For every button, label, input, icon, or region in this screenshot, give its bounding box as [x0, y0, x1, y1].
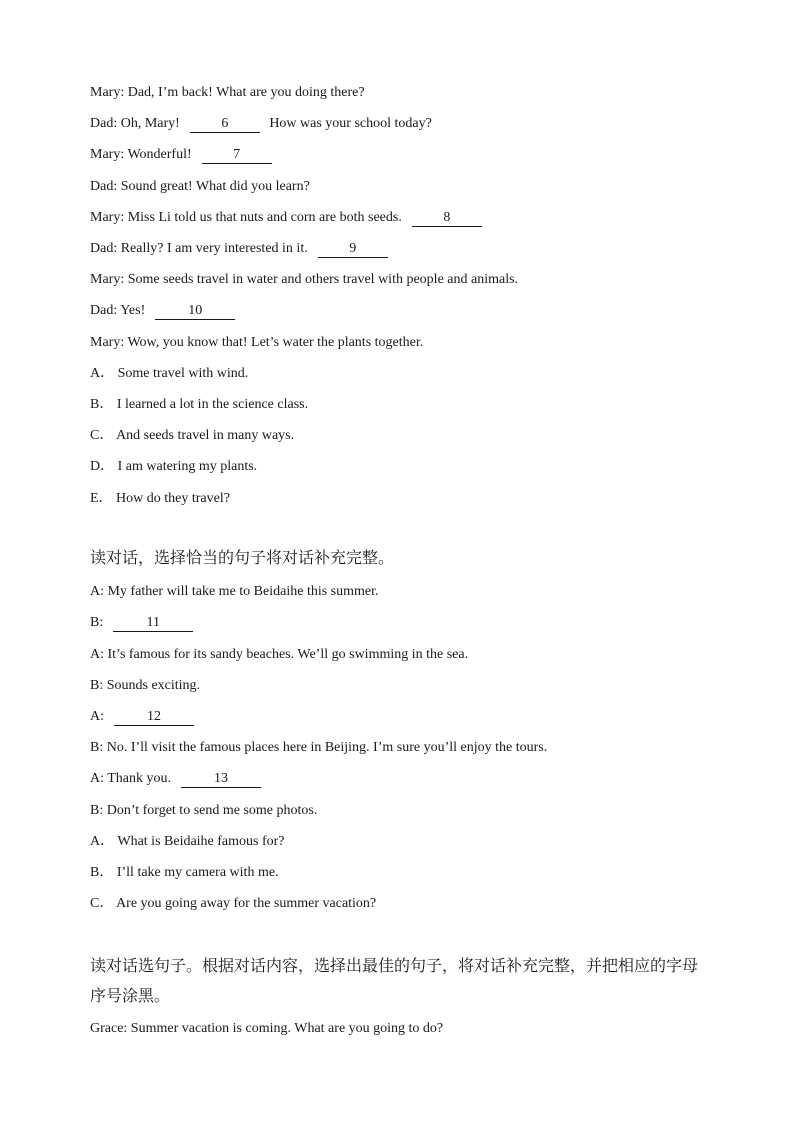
answer-blank[interactable]: 11: [113, 615, 193, 632]
dialogue-text: Dad: Oh, Mary!: [90, 116, 180, 131]
option-b[interactable]: B． I learned a lot in the science class.: [90, 397, 309, 412]
dialogue-line: [90, 115, 432, 133]
dialogue-text: Mary: Wow, you know that! Let’s water the plants together.: [90, 335, 424, 350]
dialogue-text: A: My father will take me to Beidaihe this summer.: [90, 584, 379, 599]
dialogue-text: Mary: Wonderful!: [90, 147, 192, 162]
dialogue-text: B: No. I’ll visit the famous places here in Beijing. I’m sure you’ll enjoy the tours.: [90, 740, 548, 755]
dialogue-line: [90, 302, 235, 320]
option-b[interactable]: B． I’ll take my camera with me.: [90, 865, 279, 880]
answer-blank[interactable]: 7: [202, 147, 272, 164]
dialogue-line: [90, 739, 547, 757]
dialogue-text: How was your school today?: [269, 116, 432, 131]
option-a[interactable]: A． What is Beidaihe famous for?: [90, 834, 285, 849]
option-c[interactable]: C． And seeds travel in many ways.: [90, 428, 295, 443]
option-a[interactable]: A． Some travel with wind.: [90, 366, 249, 381]
answer-blank[interactable]: 13: [181, 771, 261, 788]
dialogue-line: [90, 708, 194, 726]
dialogue-line: [90, 334, 423, 352]
dialogue-line: [90, 84, 365, 102]
dialogue-line: [90, 802, 317, 820]
dialogue-text: A:: [90, 709, 104, 724]
option-d[interactable]: D． I am watering my plants.: [90, 459, 258, 474]
dialogue-text: Grace: Summer vacation is coming. What are you going to do?: [90, 1021, 444, 1036]
option-e[interactable]: E． How do they travel?: [90, 491, 230, 506]
dialogue-text: A: Thank you.: [90, 771, 172, 786]
dialogue-line: [90, 209, 482, 227]
dialogue-text: B: Don’t forget to send me some photos.: [90, 803, 318, 818]
dialogue-text: Mary: Some seeds travel in water and others travel with people and animals.: [90, 272, 519, 287]
dialogue-text: Dad: Yes!: [90, 303, 146, 318]
section-heading: 读对话，选择恰当的句子将对话补充完整。: [90, 548, 395, 567]
dialogue-text: Mary: Dad, I’m back! What are you doing there?: [90, 85, 365, 100]
answer-blank[interactable]: 9: [318, 241, 388, 258]
option-c[interactable]: C． Are you going away for the summer vacation?: [90, 896, 377, 911]
dialogue-line: [90, 770, 261, 788]
dialogue-line: [90, 240, 388, 258]
answer-blank[interactable]: 10: [155, 303, 235, 320]
dialogue-line: [90, 583, 379, 601]
dialogue-line: [90, 646, 468, 664]
dialogue-line: [90, 1020, 443, 1038]
dialogue-text: B:: [90, 615, 104, 630]
dialogue-text: A: It’s famous for its sandy beaches. We’ll go swimming in the sea.: [90, 647, 469, 662]
dialogue-text: Mary: Miss Li told us that nuts and corn are both seeds.: [90, 210, 402, 225]
dialogue-text: Dad: Sound great! What did you learn?: [90, 179, 310, 194]
dialogue-text: Dad: Really? I am very interested in it.: [90, 241, 308, 256]
section-heading: 读对话选句子。根据对话内容，选择出最佳的句子，将对话补充完整，并把相应的字母序号涂黑。: [90, 956, 699, 1005]
answer-blank[interactable]: 12: [114, 709, 194, 726]
answer-blank[interactable]: 8: [412, 210, 482, 227]
dialogue-text: B: Sounds exciting.: [90, 678, 201, 693]
dialogue-line: [90, 178, 310, 196]
dialogue-line: [90, 614, 193, 632]
dialogue-line: [90, 146, 272, 164]
dialogue-line: [90, 271, 518, 289]
answer-blank[interactable]: 6: [190, 116, 260, 133]
dialogue-line: [90, 677, 200, 695]
